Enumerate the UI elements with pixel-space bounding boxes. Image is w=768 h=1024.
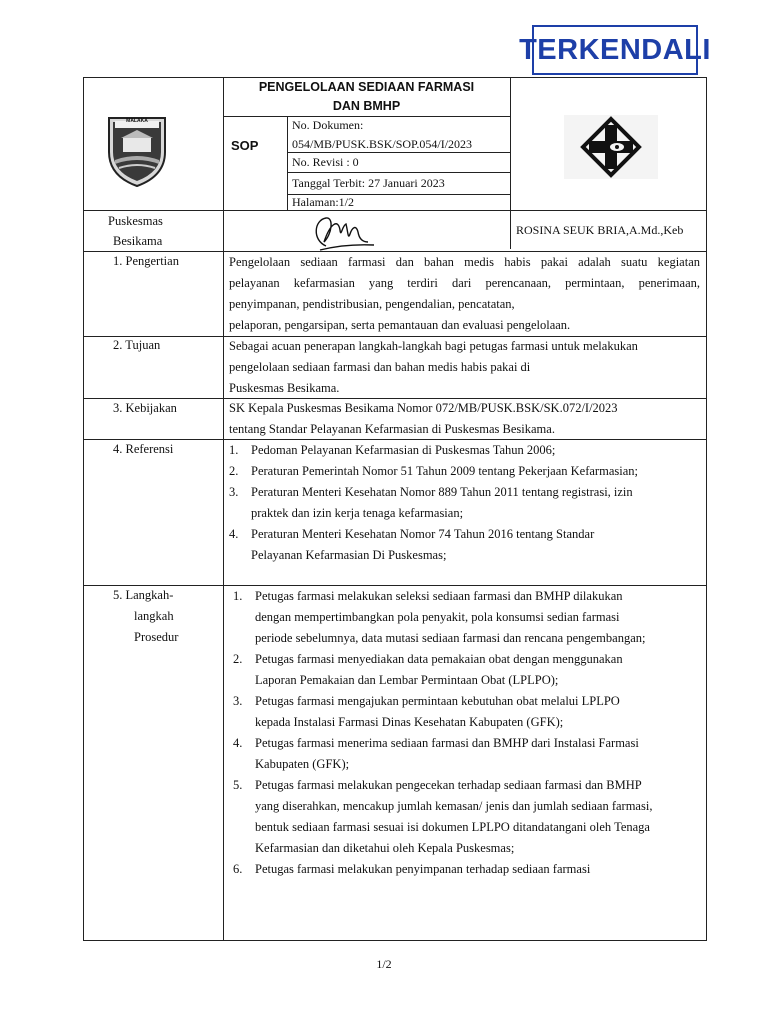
- tujuan-line-3: Puskesmas Besikama.: [229, 381, 340, 395]
- prosedur-item-text: Kefarmasian dan diketahui oleh Kepala Puskesmas;: [255, 841, 515, 855]
- prosedur-item-text: Petugas farmasi mengajukan permintaan kebutuhan obat melalui LPLPO: [255, 694, 620, 708]
- status-stamp: TERKENDALI: [532, 25, 698, 75]
- tujuan-line-2: pengelolaan sediaan farmasi dan bahan medis habis pakai di: [229, 360, 531, 374]
- pengertian-line-4: pelaporan, pengarsipan, serta pemantauan dan evaluasi pengelolaan.: [229, 318, 571, 332]
- meta-rule-2: [287, 172, 510, 173]
- referensi-item-number: 4.: [229, 527, 239, 541]
- title-line-1: PENGELOLAAN SEDIAAN FARMASI: [258, 80, 475, 94]
- regional-emblem-logo: [105, 112, 169, 188]
- org-name-line-2: Besikama: [113, 234, 163, 248]
- prosedur-item-text: yang diserahkan, mencakup jumlah kemasan/ jenis dan jumlah sediaan farmasi,: [255, 799, 653, 813]
- prosedur-item-text: Petugas farmasi melakukan penyimpanan terhadap sediaan farmasi: [255, 862, 591, 876]
- doc-number-label: No. Dokumen:: [292, 118, 364, 132]
- section-label-prosedur-line-2: langkah: [134, 609, 174, 623]
- pengertian-line-3: penyimpanan, pendistribusian, pengendalian, pencatatan,: [229, 297, 515, 311]
- doc-number-value: 054/MB/PUSK.BSK/SOP.054/I/2023: [292, 137, 473, 151]
- referensi-item-text: Peraturan Menteri Kesehatan Nomor 74 Tahun 2016 tentang Standar: [251, 527, 595, 541]
- section-label-referensi: 4. Referensi: [113, 442, 174, 456]
- prosedur-item-text: kepada Instalasi Farmasi Dinas Kesehatan Kabupaten (GFK);: [255, 715, 564, 729]
- section-content-kebijakan: [229, 398, 700, 440]
- referensi-item: [229, 524, 700, 566]
- prosedur-item-text: periode sebelumnya, data mutasi sediaan farmasi dan rencana pengembangan;: [255, 631, 646, 645]
- prosedur-item-text: Kabupaten (GFK);: [255, 757, 350, 771]
- document-title: [223, 78, 510, 116]
- prosedur-item: [229, 733, 700, 775]
- prosedur-item-text: bentuk sediaan farmasi sesuai isi dokumen LPLPO ditandatangani oleh Tenaga: [255, 820, 650, 834]
- pengertian-line-2: pelayanan kefarmasian yang terdiri dari perencanaan, permintaan, penerimaan,: [229, 276, 700, 290]
- kebijakan-line-2: tentang Standar Pelayanan Kefarmasian di Puskesmas Besikama.: [229, 422, 555, 436]
- org-name-line-1: Puskesmas: [108, 214, 163, 228]
- referensi-item-text: Pedoman Pelayanan Kefarmasian di Puskesmas Tahun 2006;: [251, 443, 556, 457]
- meta-rule-1: [287, 152, 510, 153]
- pengertian-line-1: Pengelolaan sediaan farmasi dan bahan medis habis pakai adalah suatu kegiatan: [229, 255, 700, 269]
- referensi-item-text: Peraturan Menteri Kesehatan Nomor 889 Tahun 2011 tentang registrasi, izin: [251, 485, 633, 499]
- header-title-rule: [223, 116, 510, 117]
- header-meta-divider: [287, 116, 288, 210]
- section-label-pengertian: 1. Pengertian: [113, 254, 179, 268]
- sop-label: SOP: [231, 138, 259, 153]
- referensi-item-text: Pelayanan Kefarmasian Di Puskesmas;: [251, 548, 447, 562]
- prosedur-item-number: 2.: [233, 652, 243, 666]
- prosedur-item: [229, 649, 700, 691]
- tujuan-line-1: Sebagai acuan penerapan langkah-langkah bagi petugas farmasi untuk melakukan: [229, 339, 638, 353]
- issue-date: Tanggal Terbit: 27 Januari 2023: [292, 176, 445, 190]
- header-bottom-rule: [83, 210, 510, 211]
- prosedur-item-text: Petugas farmasi melakukan seleksi sediaan farmasi dan BMHP dilakukan: [255, 589, 623, 603]
- header-right-divider: [510, 77, 511, 249]
- table-border-left: [83, 77, 84, 941]
- section-label-prosedur-line-1: 5. Langkah-: [113, 588, 174, 602]
- prosedur-item-number: 4.: [233, 736, 243, 750]
- prosedur-item-number: 3.: [233, 694, 243, 708]
- prosedur-item-number: 1.: [233, 589, 243, 603]
- section-label-tujuan: 2. Tujuan: [113, 338, 161, 352]
- prosedur-item-text: Petugas farmasi menerima sediaan farmasi dan BMHP dari Instalasi Farmasi: [255, 736, 639, 750]
- puskesmas-logo: [564, 115, 658, 179]
- referensi-item: [229, 482, 700, 524]
- page-number: Halaman:1/2: [292, 195, 354, 209]
- prosedur-item: [229, 859, 700, 880]
- table-column-divider: [223, 77, 224, 941]
- prosedur-item: [229, 691, 700, 733]
- kebijakan-line-1: SK Kepala Puskesmas Besikama Nomor 072/MB/PUSK.BSK/SK.072/I/2023: [229, 401, 618, 415]
- revision-number: No. Revisi : 0: [292, 155, 359, 169]
- signature-row-top-right: [510, 210, 706, 211]
- referensi-item-number: 3.: [229, 485, 239, 499]
- prosedur-item-text: dengan mempertimbangkan pola penyakit, pola konsumsi sedian farmasi: [255, 610, 620, 624]
- prosedur-item-text: Petugas farmasi melakukan pengecekan terhadap sediaan farmasi dan BMHP: [255, 778, 642, 792]
- section-content-pengertian: [229, 252, 700, 336]
- signer-name: ROSINA SEUK BRIA,A.Md.,Keb: [516, 223, 684, 237]
- section-label-prosedur-line-3: Prosedur: [134, 630, 179, 644]
- section-content-tujuan: [229, 336, 700, 399]
- prosedur-item-text: Petugas farmasi menyediakan data pemakaian obat dengan menggunakan: [255, 652, 623, 666]
- prosedur-item-number: 6.: [233, 862, 243, 876]
- section-label-kebijakan: 3. Kebijakan: [113, 401, 177, 415]
- table-border-right: [706, 77, 707, 941]
- table-border-bottom: [83, 940, 707, 941]
- title-line-2: DAN BMHP: [332, 99, 401, 113]
- referensi-item-text: praktek dan izin kerja tenaga kefarmasian;: [251, 506, 464, 520]
- prosedur-item: [229, 775, 700, 859]
- prosedur-item-number: 5.: [233, 778, 243, 792]
- prosedur-item: [229, 586, 700, 649]
- emblem-caption: MALAKA: [126, 118, 148, 124]
- referensi-item-number: 1.: [229, 443, 239, 457]
- prosedur-item-text: Laporan Pemakaian dan Lembar Permintaan Obat (LPLPO);: [255, 673, 559, 687]
- referensi-item-text: Peraturan Pemerintah Nomor 51 Tahun 2009 tentang Pekerjaan Kefarmasian;: [251, 464, 638, 478]
- handwritten-signature: [308, 212, 378, 256]
- referensi-item-number: 2.: [229, 464, 239, 478]
- page-footer-number: 1/2: [376, 957, 392, 971]
